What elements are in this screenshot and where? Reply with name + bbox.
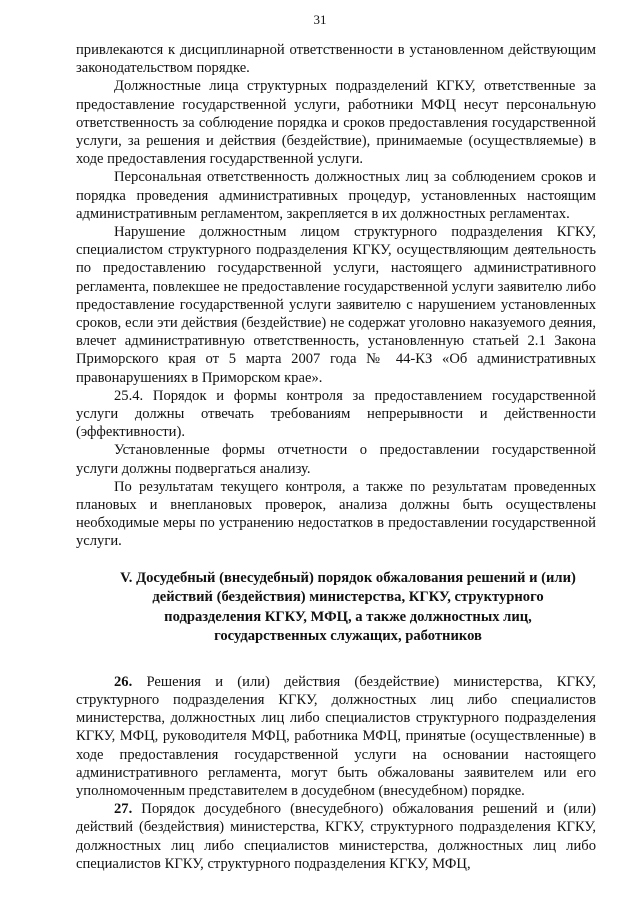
paragraph: привлекаются к дисциплинарной ответственности в установленном действующим законодательством порядке.	[76, 42, 596, 77]
numbered-paragraph	[76, 800, 596, 873]
section-heading-line: государственных служащих, работников	[214, 628, 482, 645]
numbered-paragraph	[76, 673, 596, 800]
section-heading-line: подразделения КГКУ, МФЦ, а также должностных лиц,	[164, 608, 532, 625]
section-heading	[76, 569, 596, 647]
paragraph: Персональная ответственность должностных лиц за соблюдением сроков и порядка проведения административных процедур, установленных настоящим административным регламентом, закрепляется в их должностных регламентах.	[76, 169, 596, 222]
paragraph: Установленные формы отчетности о предоставлении государственной услуги должны подвергаться анализу.	[76, 442, 596, 477]
document-body	[76, 41, 596, 873]
paragraph-text: Порядок досудебного (внесудебного) обжалования решений и (или) действий (бездействия) министерства, КГКУ, структурного подразделения КГКУ, должностных лиц либо специалистов министерства, должностных лиц либо специалистов КГКУ, структурного подразделения КГКУ, МФЦ,	[76, 801, 596, 872]
paragraph: 25.4. Порядок и формы контроля за предоставлением государственной услуги должны отвечать требованиям непрерывности и действенности (эффективности).	[76, 387, 596, 441]
paragraph-number: 26.	[114, 673, 133, 690]
paragraph: Должностные лица структурных подразделений КГКУ, ответственные за предоставление государственной услуги, работники МФЦ несут персональную ответственность за соблюдение порядка и сроков предоставления государственной услуги, за решения и действия (бездействие), принимаемые (осуществляемые) в ходе предоставления государственной услуги.	[76, 78, 596, 168]
section-heading-line: V. Досудебный (внесудебный) порядок обжалования решений и (или)	[120, 569, 576, 586]
paragraph: По результатам текущего контроля, а также по результатам проведенных плановых и внеплановых проверок, анализа должны быть осуществлены необходимые меры по устранению недостатков в предоставлении государственной услуги.	[76, 478, 596, 550]
section-heading-line: действий (бездействия) министерства, КГКУ, структурного	[152, 589, 544, 606]
paragraph: Нарушение должностным лицом структурного подразделения КГКУ, специалистом структурного подразделения КГКУ, осуществляющим деятельность по предоставлению государственной услуги, настоящего административного регламента, повлекшее не предоставление государственной услуги заявителю либо предоставление государственной услуги заявителю с нарушением установленных сроков, если эти действия (бездействие) не содержат уголовно наказуемого деяния, влечет административную ответственность, установленную статьей 2.1 Закона Приморского края от 5 марта 2007 года № 44-КЗ «Об административных правонарушениях в Приморском крае».	[76, 224, 596, 386]
paragraph-number: 27.	[114, 801, 133, 818]
paragraph-text: Решения и (или) действия (бездействие) министерства, КГКУ, структурного подразделения КГКУ, должностных лиц либо специалистов министерства, должностных лиц либо специалистов структурного подразделения КГКУ, МФЦ, руководителя МФЦ, работника МФЦ, принятые (осуществленные) в ходе предоставления государственной услуги на основании настоящего административного регламента, могут быть обжалованы заявителем или его уполномоченным представителем в досудебном (внесудебном) порядке.	[76, 673, 596, 799]
page-number: 31	[313, 12, 327, 27]
